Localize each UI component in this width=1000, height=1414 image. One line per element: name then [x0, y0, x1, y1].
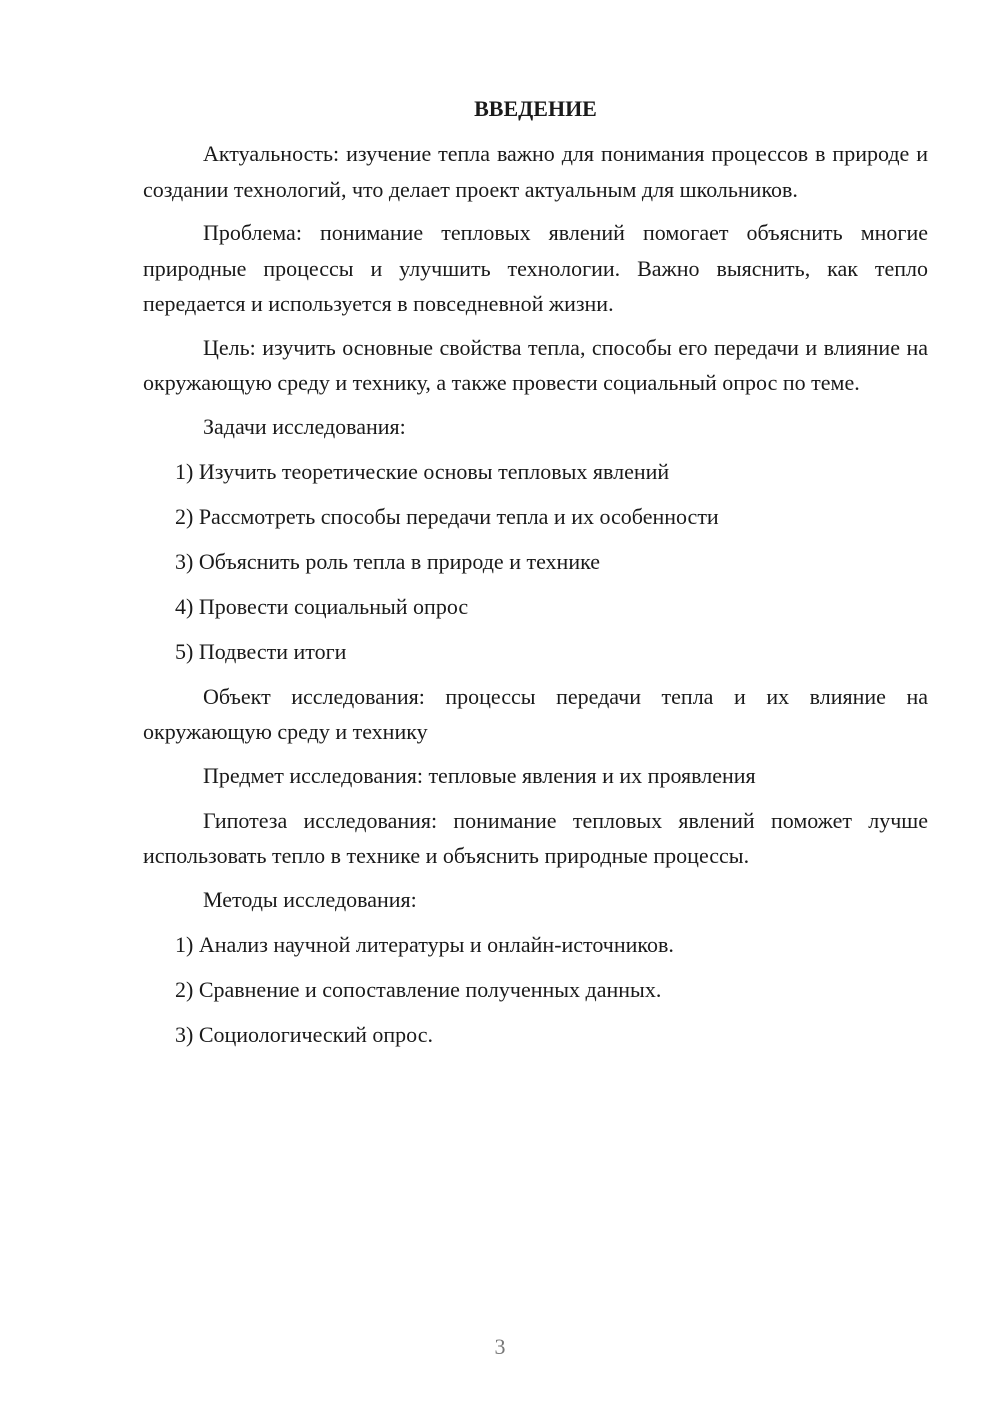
tasks-list [143, 454, 928, 669]
subject-paragraph: Предмет исследования: тепловые явления и их проявления [203, 762, 756, 788]
page-title: ВВЕДЕНИЕ [474, 96, 597, 121]
list-item: 4) Провести социальный опрос [175, 593, 469, 619]
list-item: 1) Анализ научной литературы и онлайн-источников. [175, 931, 674, 957]
methods-heading: Методы исследования: [203, 886, 417, 912]
list-item: 5) Подвести итоги [175, 638, 347, 664]
document-page [143, 94, 928, 1062]
methods-list [143, 927, 928, 1052]
list-item: 3) Объяснить роль тепла в природе и технике [175, 548, 601, 574]
list-item: 1) Изучить теоретические основы тепловых явлений [175, 458, 670, 484]
problem-paragraph: Проблема: понимание тепловых явлений помогает объяснить многие природные процессы и улучшить технологии. Важно выяснить, как тепло передается и используется в повседневной жизни. [143, 220, 928, 316]
list-item: 2) Рассмотреть способы передачи тепла и их особенности [175, 503, 719, 529]
goal-paragraph: Цель: изучить основные свойства тепла, способы его передачи и влияние на окружающую среду и технику, а также провести социальный опрос по теме. [143, 334, 928, 395]
relevance-paragraph: Актуальность: изучение тепла важно для понимания процессов в природе и создании технологий, что делает проект актуальным для школьников. [143, 141, 928, 202]
list-item: 2) Сравнение и сопоставление полученных данных. [175, 976, 662, 1002]
list-item: 3) Социологический опрос. [175, 1021, 433, 1047]
tasks-heading: Задачи исследования: [203, 413, 406, 439]
page-number: 3 [494, 1334, 506, 1359]
object-paragraph: Объект исследования: процессы передачи тепла и их влияние на окружающую среду и технику [143, 683, 928, 744]
hypothesis-paragraph: Гипотеза исследования: понимание тепловых явлений поможет лучше использовать тепло в технике и объяснить природные процессы. [143, 807, 928, 868]
